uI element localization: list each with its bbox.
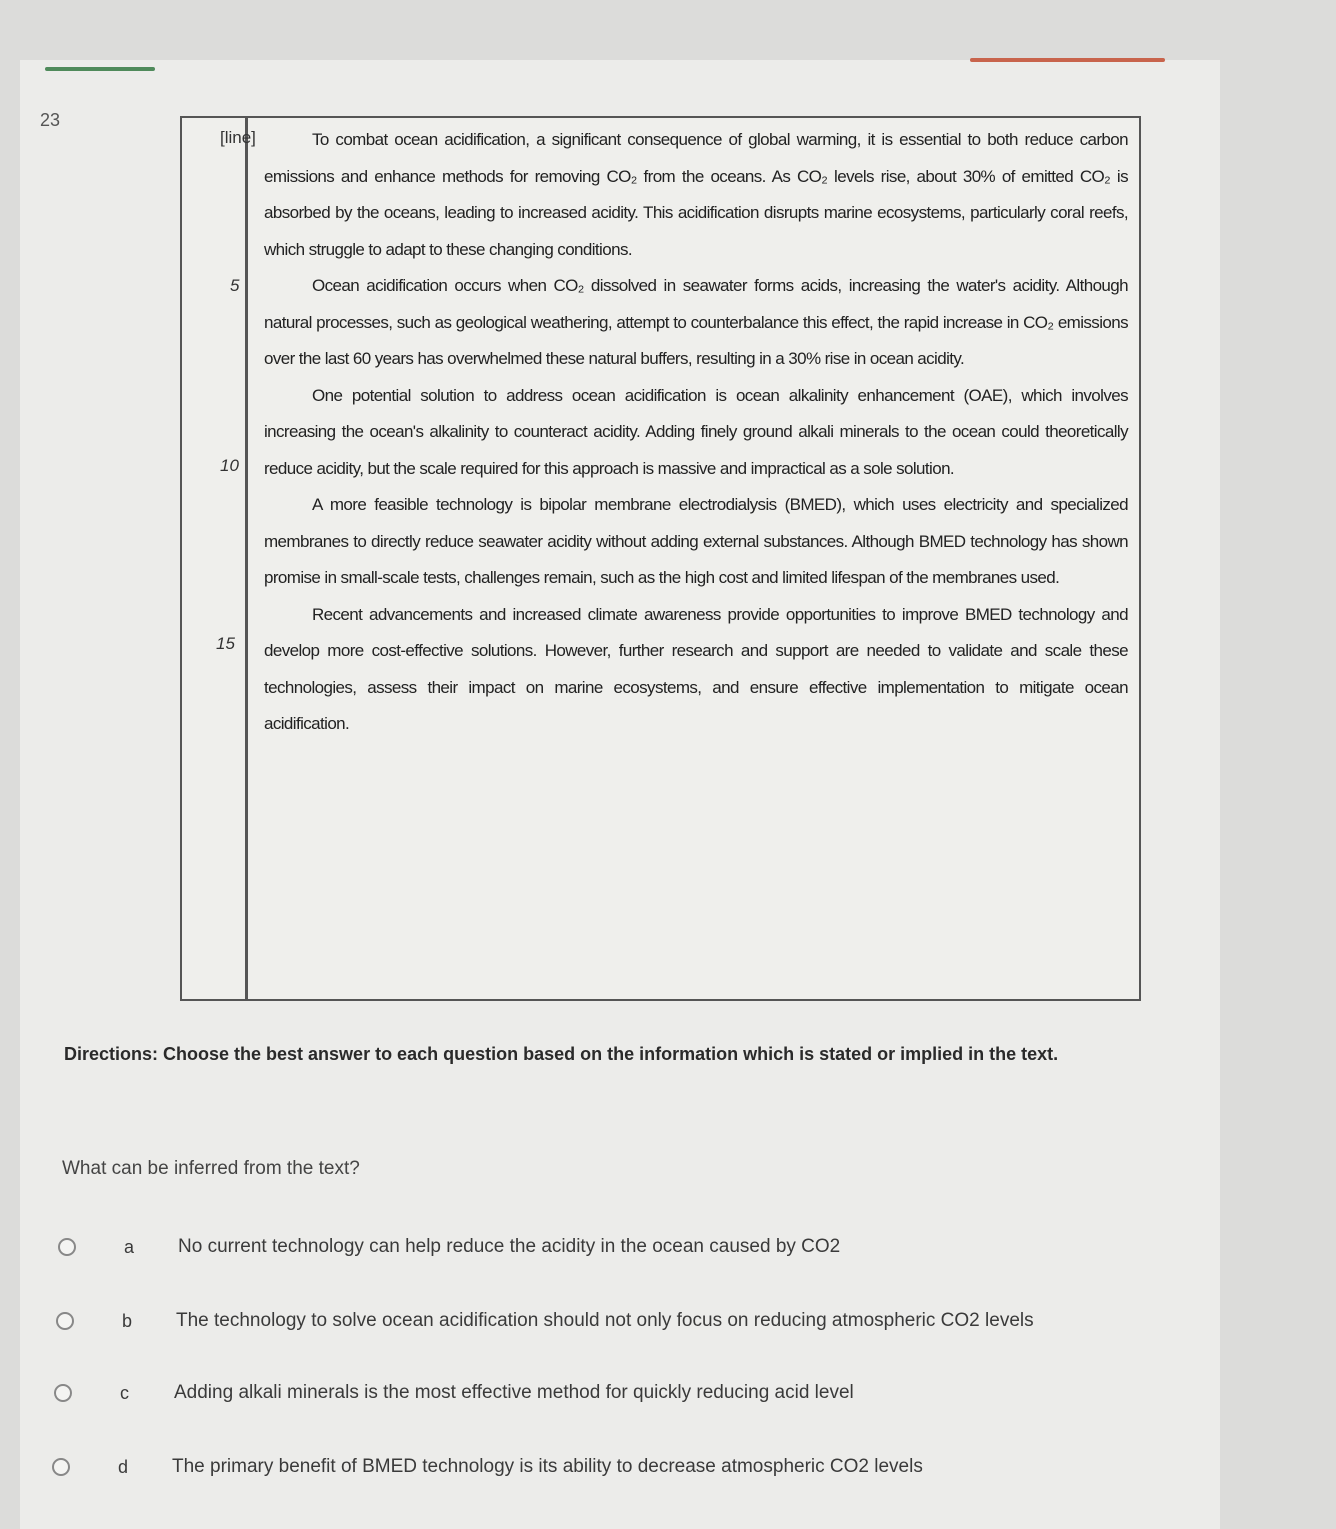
passage-paragraph: To combat ocean acidification, a significant consequence of global warming, it is essential to both reduce carbon emissions and enhance methods for removing CO₂ from the oceans. As CO₂ levels rise, about 30% of emitted CO₂ is absorbed by the oceans, leading to increased acidity. This acidification disrupts marine ecosystems, particularly coral reefs, which struggle to adapt to these changing conditions. bbox=[264, 130, 1128, 259]
option-text: The technology to solve ocean acidification should not only focus on reducing atmospheric CO2 levels bbox=[176, 1310, 1034, 1331]
option-letter: d bbox=[118, 1456, 129, 1477]
line-number-10: 10 bbox=[220, 456, 239, 475]
option-text: Adding alkali minerals is the most effective method for quickly reducing acid level bbox=[174, 1382, 854, 1403]
question-text: What can be inferred from the text? bbox=[62, 1158, 360, 1179]
header-accent-bar-red bbox=[970, 58, 1165, 62]
line-header: [line] bbox=[220, 128, 256, 147]
line-number-5: 5 bbox=[230, 276, 240, 295]
radio-button-icon[interactable] bbox=[58, 1238, 76, 1256]
passage-paragraph: One potential solution to address ocean acidification is ocean alkalinity enhancement (OAE), which involves increasing the ocean's alkalinity to counteract acidity. Adding finely ground alkali minerals to the ocean could theoretically reduce acidity, but the scale required for this approach is massive and impractical as a sole solution. bbox=[264, 385, 1128, 478]
passage-text bbox=[264, 122, 1128, 743]
option-letter: b bbox=[122, 1310, 133, 1331]
option-letter: a bbox=[124, 1236, 135, 1257]
passage-paragraph: Recent advancements and increased climate awareness provide opportunities to improve BMED technology and develop more cost-effective solutions. However, further research and support are needed to validate and scale these technologies, assess their impact on marine ecosystems, and ensure effective implementation to mitigate ocean acidification. bbox=[264, 604, 1128, 733]
reading-passage bbox=[180, 116, 1141, 1001]
passage-paragraph: A more feasible technology is bipolar membrane electrodialysis (BMED), which uses electricity and specialized membranes to directly reduce seawater acidity without adding external substances. Although BMED technology has shown promise in small-scale tests, challenges remain, such as the high cost and limited lifespan of the membranes used. bbox=[264, 495, 1128, 587]
directions-text: Directions: Choose the best answer to each question based on the information which is stated or implied in the text. bbox=[64, 1044, 1059, 1064]
option-letter: c bbox=[120, 1382, 129, 1403]
answer-option-d[interactable] bbox=[52, 1456, 923, 1478]
header-accent-bar-green bbox=[45, 67, 155, 71]
radio-button-icon[interactable] bbox=[56, 1312, 74, 1330]
radio-button-icon[interactable] bbox=[54, 1384, 72, 1402]
radio-button-icon[interactable] bbox=[52, 1458, 70, 1476]
answer-option-a[interactable] bbox=[58, 1236, 840, 1258]
line-number-15: 15 bbox=[216, 634, 235, 653]
option-text: The primary benefit of BMED technology is its ability to decrease atmospheric CO2 levels bbox=[172, 1456, 923, 1477]
passage-paragraph: Ocean acidification occurs when CO₂ dissolved in seawater forms acids, increasing the water's acidity. Although natural processes, such as geological weathering, attempt to counterbalance this effect, the rapid increase in CO₂ emissions over the last 60 years has overwhelmed these natural buffers, resulting in a 30% rise in ocean acidity. bbox=[264, 276, 1128, 368]
option-text: No current technology can help reduce the acidity in the ocean caused by CO2 bbox=[178, 1236, 841, 1257]
answer-option-b[interactable] bbox=[56, 1310, 1034, 1332]
answer-option-c[interactable] bbox=[54, 1382, 854, 1404]
question-number: 23 bbox=[40, 110, 61, 130]
line-number-column bbox=[182, 118, 256, 999]
